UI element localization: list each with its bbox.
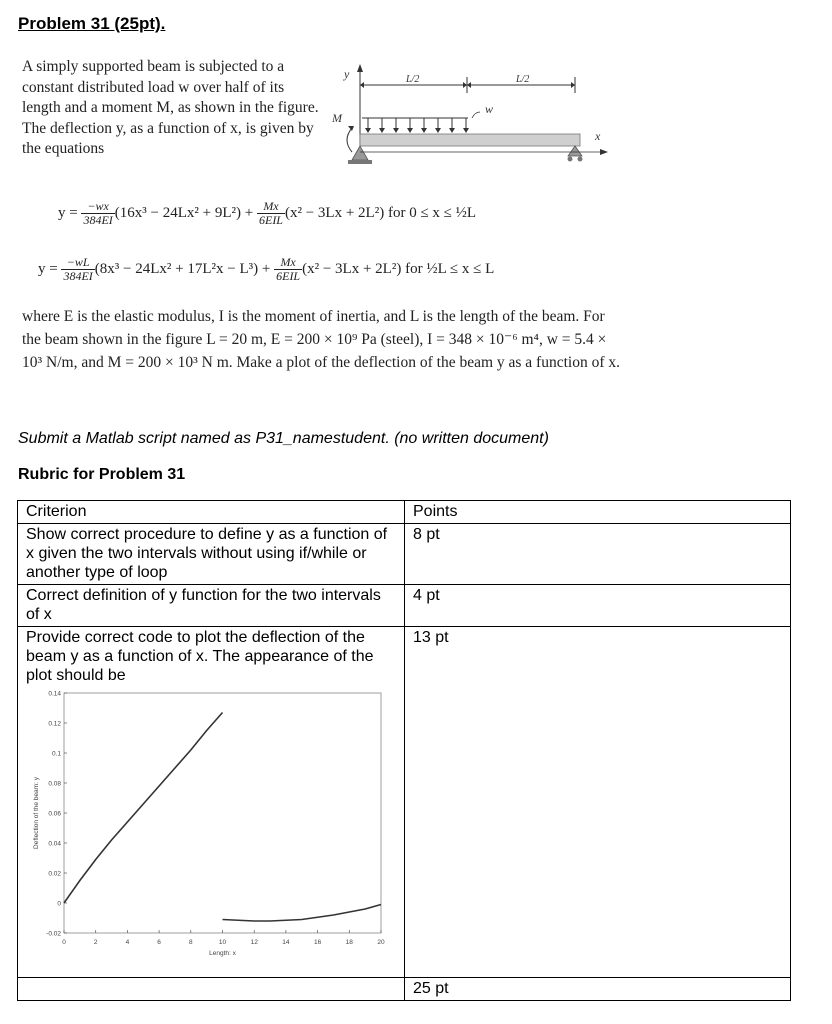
moment-arrow <box>347 126 354 152</box>
equation-2-part-2: (x² − 3Lx + 2L²) for ½L ≤ x ≤ L <box>302 260 495 277</box>
intro-text: A simply supported beam is subjected to a constant distributed load w over half of its length and a moment M, as shown in the figure. The deflection y, as a function of x, is given by the equations <box>22 58 319 157</box>
equation-1-fraction-1-num: −wx <box>81 200 114 214</box>
rubric-criterion: Correct definition of y function for the two intervals of x <box>18 585 405 627</box>
half-length-label-1: L/2 <box>406 74 420 85</box>
equation-2-part-1: (8x³ − 24Lx² + 17L²x − L³) + <box>94 260 271 277</box>
equation-1-fraction-2-num: Mx <box>257 200 285 214</box>
x-tick-label: 6 <box>157 939 161 946</box>
equation-1-part-2: (x² − 3Lx + 2L²) for 0 ≤ x ≤ ½L <box>284 204 477 221</box>
rubric-row <box>18 627 791 978</box>
equation-2-fraction-1-num: −wL <box>61 256 94 270</box>
y-tick-label: 0.14 <box>48 690 61 698</box>
dimension-lines <box>360 77 575 93</box>
x-tick-label: 10 <box>218 939 227 946</box>
distributed-load <box>362 118 469 133</box>
rubric-points: 13 pt <box>405 627 791 978</box>
y-tick-label: 0.1 <box>51 750 61 758</box>
equation-1-fraction-2 <box>257 200 285 227</box>
y-tick-label: -0.02 <box>46 930 61 938</box>
rubric-header-row <box>18 501 791 524</box>
description-text: where E is the elastic modulus, I is the moment of inertia, and L is the length of the beam. For the beam shown in the figure L = 20 m, E = 200 × 10⁹ Pa (steel), I = 348 × 10⁻⁶ m⁴, w = 5.4 × 10³ N/m, and M = 200 × 10³ N m. Make a plot of the deflection of the beam y as a function of x. <box>22 308 620 371</box>
y-tick-label: 0.12 <box>48 720 61 728</box>
rubric-points: 4 pt <box>405 585 791 627</box>
x-tick-label: 16 <box>313 939 322 946</box>
rubric-points: 8 pt <box>405 524 791 585</box>
equation-2 <box>38 256 494 283</box>
x-tick-label: 0 <box>62 939 66 946</box>
submit-note: Submit a Matlab script named as P31_namestudent. (no written document) <box>18 430 549 447</box>
y-axis-label: Deflection of the beam: y <box>33 777 40 849</box>
x-tick-label: 4 <box>125 939 130 946</box>
x-tick-label: 14 <box>282 939 290 946</box>
rubric-header-points: Points <box>405 501 791 524</box>
x-tick-label: 12 <box>250 939 258 946</box>
roller-support <box>568 146 583 162</box>
rubric-total-empty <box>18 978 405 1001</box>
beam-figure <box>330 60 630 170</box>
equation-1 <box>58 200 476 227</box>
plot-container <box>26 685 396 975</box>
beam <box>360 134 580 146</box>
y-tick-label: 0.08 <box>48 780 61 788</box>
y-tick-label: 0 <box>57 900 61 908</box>
y-tick-label: 0.04 <box>48 840 61 848</box>
x-axis-label: Length: x <box>209 950 236 957</box>
rubric-title: Rubric for Problem 31 <box>18 466 186 483</box>
equation-1-fraction-1 <box>81 200 114 227</box>
deflection-plot <box>26 685 396 975</box>
rubric-criterion-with-plot <box>18 627 405 978</box>
x-tick-label: 18 <box>345 939 353 946</box>
rubric-criterion-text: Provide correct code to plot the deflection of the beam y as a function of x. The appearance of the plot should be <box>26 629 374 684</box>
rubric-total-row <box>18 978 791 1001</box>
y-axis-label: y <box>344 67 350 81</box>
rubric-header-criterion: Criterion <box>18 501 405 524</box>
x-tick-label: 8 <box>188 939 193 946</box>
plot-axes-box <box>64 693 381 933</box>
equation-2-lhs: y = <box>38 260 58 277</box>
x-tick-label: 20 <box>377 939 385 946</box>
equation-1-part-1: (16x³ − 24Lx² + 9L²) + <box>114 204 254 221</box>
equation-2-fraction-1 <box>61 256 94 283</box>
y-tick-label: 0.02 <box>48 870 61 878</box>
moment-label: M <box>332 111 342 125</box>
rubric-row <box>18 524 791 585</box>
load-label: w <box>485 102 494 116</box>
rubric-total-points: 25 pt <box>405 978 791 1001</box>
y-tick-label: 0.06 <box>48 810 61 818</box>
pin-support <box>348 146 372 164</box>
equation-1-lhs: y = <box>58 204 78 221</box>
rubric-table <box>17 500 791 1001</box>
equation-2-fraction-2-num: Mx <box>274 256 302 270</box>
half-length-label-2: L/2 <box>516 74 530 85</box>
equation-1-fraction-1-den: 384EI <box>83 213 113 227</box>
rubric-criterion: Show correct procedure to define y as a function of x given the two intervals without using if/while or another type of loop <box>18 524 405 585</box>
x-axis-label: x <box>595 129 601 143</box>
equation-2-fraction-1-den: 384EI <box>63 269 93 283</box>
equation-2-fraction-2-den: 6EIL <box>276 269 301 283</box>
x-tick-label: 2 <box>93 939 98 946</box>
equation-2-fraction-2 <box>274 256 302 283</box>
rubric-row <box>18 585 791 627</box>
problem-title: Problem 31 (25pt). <box>18 14 166 33</box>
equation-1-fraction-2-den: 6EIL <box>258 213 283 227</box>
